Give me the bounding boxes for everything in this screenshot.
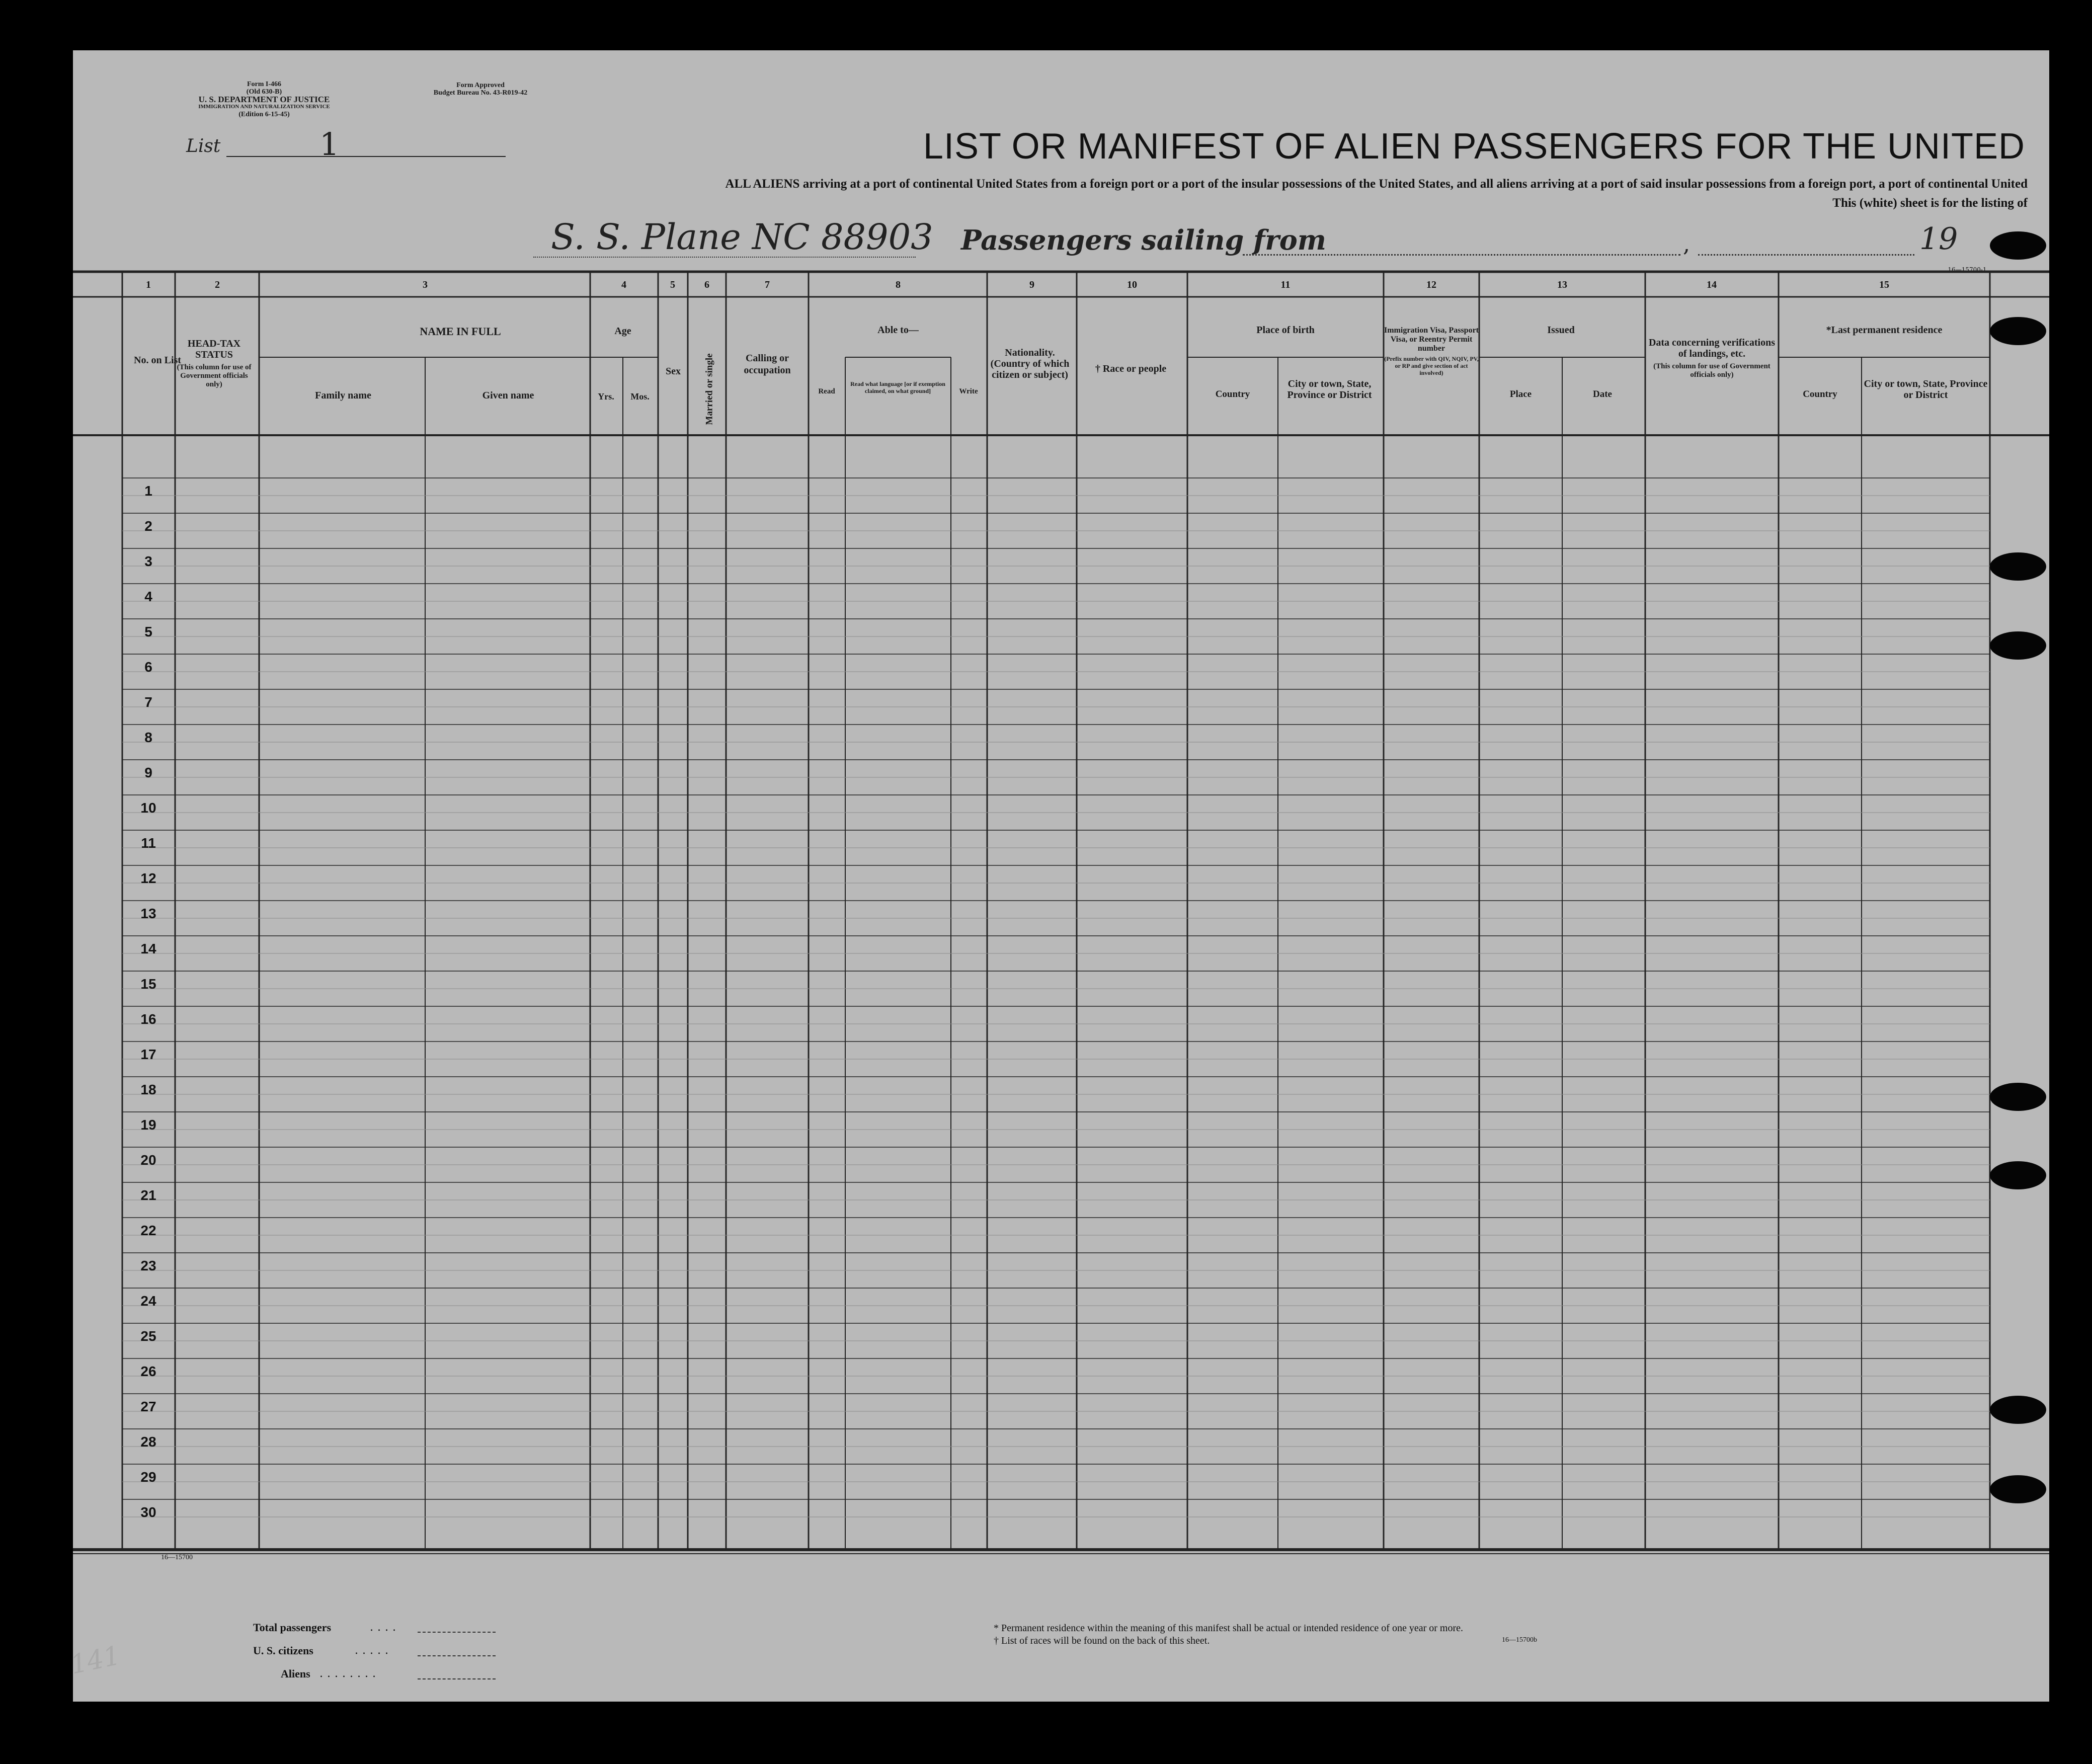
issued-place-header: Place (1509, 389, 1532, 399)
calling-header: Calling or occupation (744, 353, 791, 376)
visa-label: Immigration Visa, Passport Visa, or Reentry Permit number (1384, 326, 1479, 353)
column-number: 4 (621, 279, 626, 290)
instruction-line-2: This (white) sheet is for the listing of (1832, 196, 2028, 210)
row-number: 30 (140, 1504, 156, 1520)
birth-city-header: City or town, State, Province or District (1287, 378, 1372, 400)
column-number: 15 (1879, 279, 1889, 290)
col-1-label: No. on List (134, 355, 181, 366)
dots-2: ..... (355, 1644, 392, 1657)
form-number: Form I-466 (247, 81, 282, 88)
binder-hole (1990, 317, 2046, 345)
marital-header: Married or single (704, 353, 715, 425)
list-label: List (186, 136, 221, 156)
column-number: 3 (423, 279, 428, 290)
form-approved-text: Form Approved (456, 82, 505, 89)
nationality-header: Nationality. (Country of which citizen or subject) (990, 347, 1070, 380)
binder-hole (1990, 631, 2046, 660)
bottom-code: 16—15700 (161, 1554, 193, 1561)
col-2-header (175, 338, 253, 389)
age-header: Age (614, 326, 631, 337)
row-number: 1 (144, 483, 152, 499)
dots-1: .... (370, 1621, 400, 1634)
last-residence-header: *Last permanent residence (1826, 325, 1943, 336)
total-passengers-label: Total passengers (253, 1621, 332, 1634)
aliens-field[interactable] (418, 1678, 496, 1679)
binder-hole (1990, 1161, 2046, 1189)
write-header: Write (959, 387, 978, 395)
row-number: 22 (140, 1223, 156, 1238)
vessel-name-handwritten[interactable]: S. S. Plane NC 88903 (551, 216, 933, 258)
column-number: 6 (704, 279, 709, 290)
binder-hole (1990, 1396, 2046, 1424)
verification-label: Data concerning verifications of landings, etc. (1648, 337, 1776, 359)
row-number: 7 (144, 694, 152, 710)
row-number: 12 (140, 870, 156, 886)
column-number: 13 (1557, 279, 1567, 290)
col-12-header (1384, 326, 1479, 376)
binder-hole (1990, 231, 2046, 260)
birth-country-header: Country (1215, 389, 1250, 399)
budget-bureau-text: Budget Bureau No. 43-R019-42 (433, 89, 528, 97)
col-2-label: HEAD-TAX STATUS (187, 338, 241, 360)
place-of-birth-header: Place of birth (1256, 325, 1315, 336)
column-number: 2 (215, 279, 220, 290)
row-number: 18 (140, 1082, 156, 1097)
row-number: 13 (140, 906, 156, 921)
page-title: LIST OR MANIFEST OF ALIEN PASSENGERS FOR THE UNITED (923, 126, 2025, 167)
manifest-sheet (73, 50, 2049, 1702)
margin-mark: 141 (67, 1640, 123, 1680)
list-number-handwritten[interactable]: 1 (319, 126, 340, 163)
column-number: 11 (1280, 279, 1291, 290)
row-number: 17 (140, 1047, 156, 1062)
year-prefix: 19 (1919, 221, 1958, 257)
given-name-header: Given name (482, 390, 534, 401)
service-name: IMMIGRATION AND NATURALIZATION SERVICE (198, 104, 330, 110)
column-number: 10 (1127, 279, 1137, 290)
us-citizens-label: U. S. citizens (253, 1644, 313, 1657)
age-years-header: Yrs. (598, 391, 614, 402)
sailing-label: Passengers sailing from (961, 224, 1326, 256)
column-number: 9 (1029, 279, 1034, 290)
read-language-header: Read what language [or if exemption claimed, on what ground] (850, 380, 945, 394)
row-number: 29 (140, 1469, 156, 1485)
row-number: 21 (140, 1187, 156, 1203)
issued-date-header: Date (1593, 389, 1612, 399)
row-number: 27 (140, 1399, 156, 1414)
row-number: 8 (144, 730, 152, 745)
residence-country-header: Country (1803, 389, 1837, 399)
column-number: 12 (1426, 279, 1436, 290)
row-number: 2 (144, 518, 152, 534)
sex-header: Sex (666, 366, 681, 377)
row-number: 5 (144, 624, 152, 639)
column-number: 14 (1707, 279, 1717, 290)
issued-header: Issued (1547, 325, 1575, 336)
footnote-races: † List of races will be found on the back of this sheet. (994, 1635, 1210, 1646)
race-header: † Race or people (1095, 363, 1167, 374)
col-3-header: NAME IN FULL (420, 325, 501, 338)
grid-lines (73, 272, 2049, 1554)
row-number: 9 (144, 765, 152, 780)
corner-code: 16—15700-1 (1948, 266, 1987, 273)
footnote-code: 16—15700b (1502, 1636, 1537, 1644)
row-number: 10 (140, 800, 156, 816)
row-number: 15 (140, 976, 156, 992)
binder-hole (1990, 1475, 2046, 1503)
row-number: 20 (140, 1152, 156, 1168)
visa-note: (Prefix number with QIV, NQIV, PV, or RP and give section of act involved) (1384, 355, 1479, 376)
footnote-residence: * Permanent residence within the meaning of this manifest shall be actual or intended residence of one year or more. (994, 1623, 1464, 1634)
row-number: 25 (140, 1328, 156, 1344)
department-name: U. S. DEPARTMENT OF JUSTICE (198, 95, 330, 104)
form-old-number: (Old 630-B) (246, 88, 282, 96)
row-number: 3 (144, 553, 152, 569)
verification-note: (This column for use of Government officials only) (1653, 362, 1771, 379)
read-header: Read (818, 387, 835, 395)
age-months-header: Mos. (630, 391, 650, 402)
total-passengers-field[interactable] (418, 1632, 496, 1633)
row-number: 16 (140, 1011, 156, 1027)
family-name-header: Family name (315, 390, 371, 401)
row-number: 24 (140, 1293, 156, 1309)
row-number: 11 (141, 835, 156, 851)
comma: , (1683, 231, 1690, 257)
column-number: 8 (896, 279, 901, 290)
column-number: 5 (670, 279, 675, 290)
binder-hole (1990, 552, 2046, 581)
edition-text: (Edition 6-15-45) (238, 111, 290, 118)
column-number: 7 (765, 279, 770, 290)
dots-3: ........ (319, 1667, 380, 1680)
column-number: 1 (146, 279, 151, 290)
manifest-grid (73, 50, 2049, 1702)
row-number: 19 (140, 1117, 156, 1133)
col-2-note: (This column for use of Government officials only) (177, 363, 252, 388)
col-14-header (1645, 337, 1779, 379)
row-number: 26 (140, 1364, 156, 1379)
us-citizens-field[interactable] (418, 1655, 496, 1656)
binder-hole (1990, 1083, 2046, 1111)
row-number: 28 (140, 1434, 156, 1450)
row-number: 4 (144, 589, 152, 604)
row-number: 6 (144, 659, 152, 675)
row-number: 23 (140, 1258, 156, 1273)
aliens-label: Aliens (281, 1667, 310, 1680)
residence-city-header: City or town, State, Province or District (1864, 378, 1988, 400)
instruction-line-1: ALL ALIENS arriving at a port of continental United States from a foreign port or a port of the insular possessions of the United States, and all aliens arriving at a port of said insular possessions from a foreign port, a port of continental United (725, 177, 2028, 191)
able-to-header: Able to— (877, 325, 919, 336)
row-number: 14 (140, 941, 156, 956)
